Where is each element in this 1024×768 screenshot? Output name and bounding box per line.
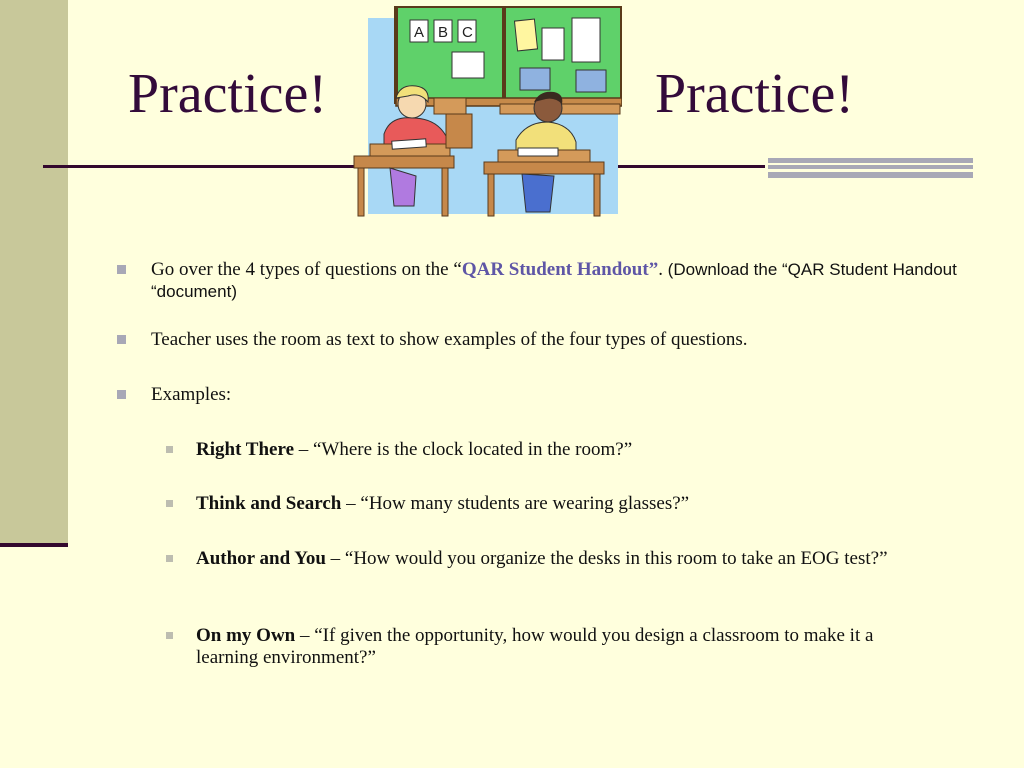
- example-term: Author and You: [196, 548, 326, 569]
- handout-link[interactable]: QAR Student Handout”: [461, 259, 659, 280]
- sub-bullet-marker: [166, 500, 173, 507]
- bullet-examples-text: Examples:: [151, 384, 232, 405]
- grey-bar-top: [768, 158, 973, 163]
- example-right-there: [196, 439, 956, 461]
- bullet-handout: [151, 259, 971, 303]
- example-author-and-you: [196, 548, 936, 570]
- bullet-marker: [117, 265, 126, 274]
- example-term: On my Own: [196, 625, 296, 646]
- svg-text:B: B: [438, 24, 449, 41]
- bullet-examples: [151, 384, 971, 406]
- classroom-students-clipart: [350, 6, 622, 220]
- example-term: Right There: [196, 439, 294, 460]
- example-text: – “How would you organize the desks in this room to take an EOG test?”: [325, 548, 888, 569]
- bullet-marker: [117, 390, 126, 399]
- example-on-my-own: [196, 625, 936, 669]
- example-text: – “If given the opportunity, how would you design a classroom to make it a learning environment?”: [196, 625, 874, 668]
- example-text: – “Where is the clock located in the room?”: [294, 439, 633, 460]
- bullet-handout-text: Go over the 4 types of questions on the “: [151, 259, 462, 280]
- example-term: Think and Search: [196, 493, 342, 514]
- bullet-marker: [117, 335, 126, 344]
- example-text: – “How many students are wearing glasses?”: [341, 493, 690, 514]
- bullet-teacher-text: Teacher uses the room as text to show examples of the four types of questions.: [151, 329, 748, 350]
- grey-bar-middle: [768, 165, 973, 169]
- slide-title-left: Practice!: [128, 63, 327, 125]
- download-note: (Download the “QAR Student Handout “document): [151, 260, 957, 301]
- grey-bar-bottom: [768, 172, 973, 178]
- left-band-rule: [0, 543, 68, 547]
- example-think-and-search: [196, 493, 956, 515]
- bullet-handout-dot: .: [658, 259, 663, 280]
- svg-text:C: C: [462, 24, 473, 41]
- sub-bullet-marker: [166, 446, 173, 453]
- sub-bullet-marker: [166, 555, 173, 562]
- bullet-teacher: [151, 329, 971, 351]
- left-decor-band: [0, 0, 68, 545]
- sub-bullet-marker: [166, 632, 173, 639]
- svg-text:A: A: [414, 24, 425, 41]
- slide-title-right: Practice!: [655, 63, 854, 125]
